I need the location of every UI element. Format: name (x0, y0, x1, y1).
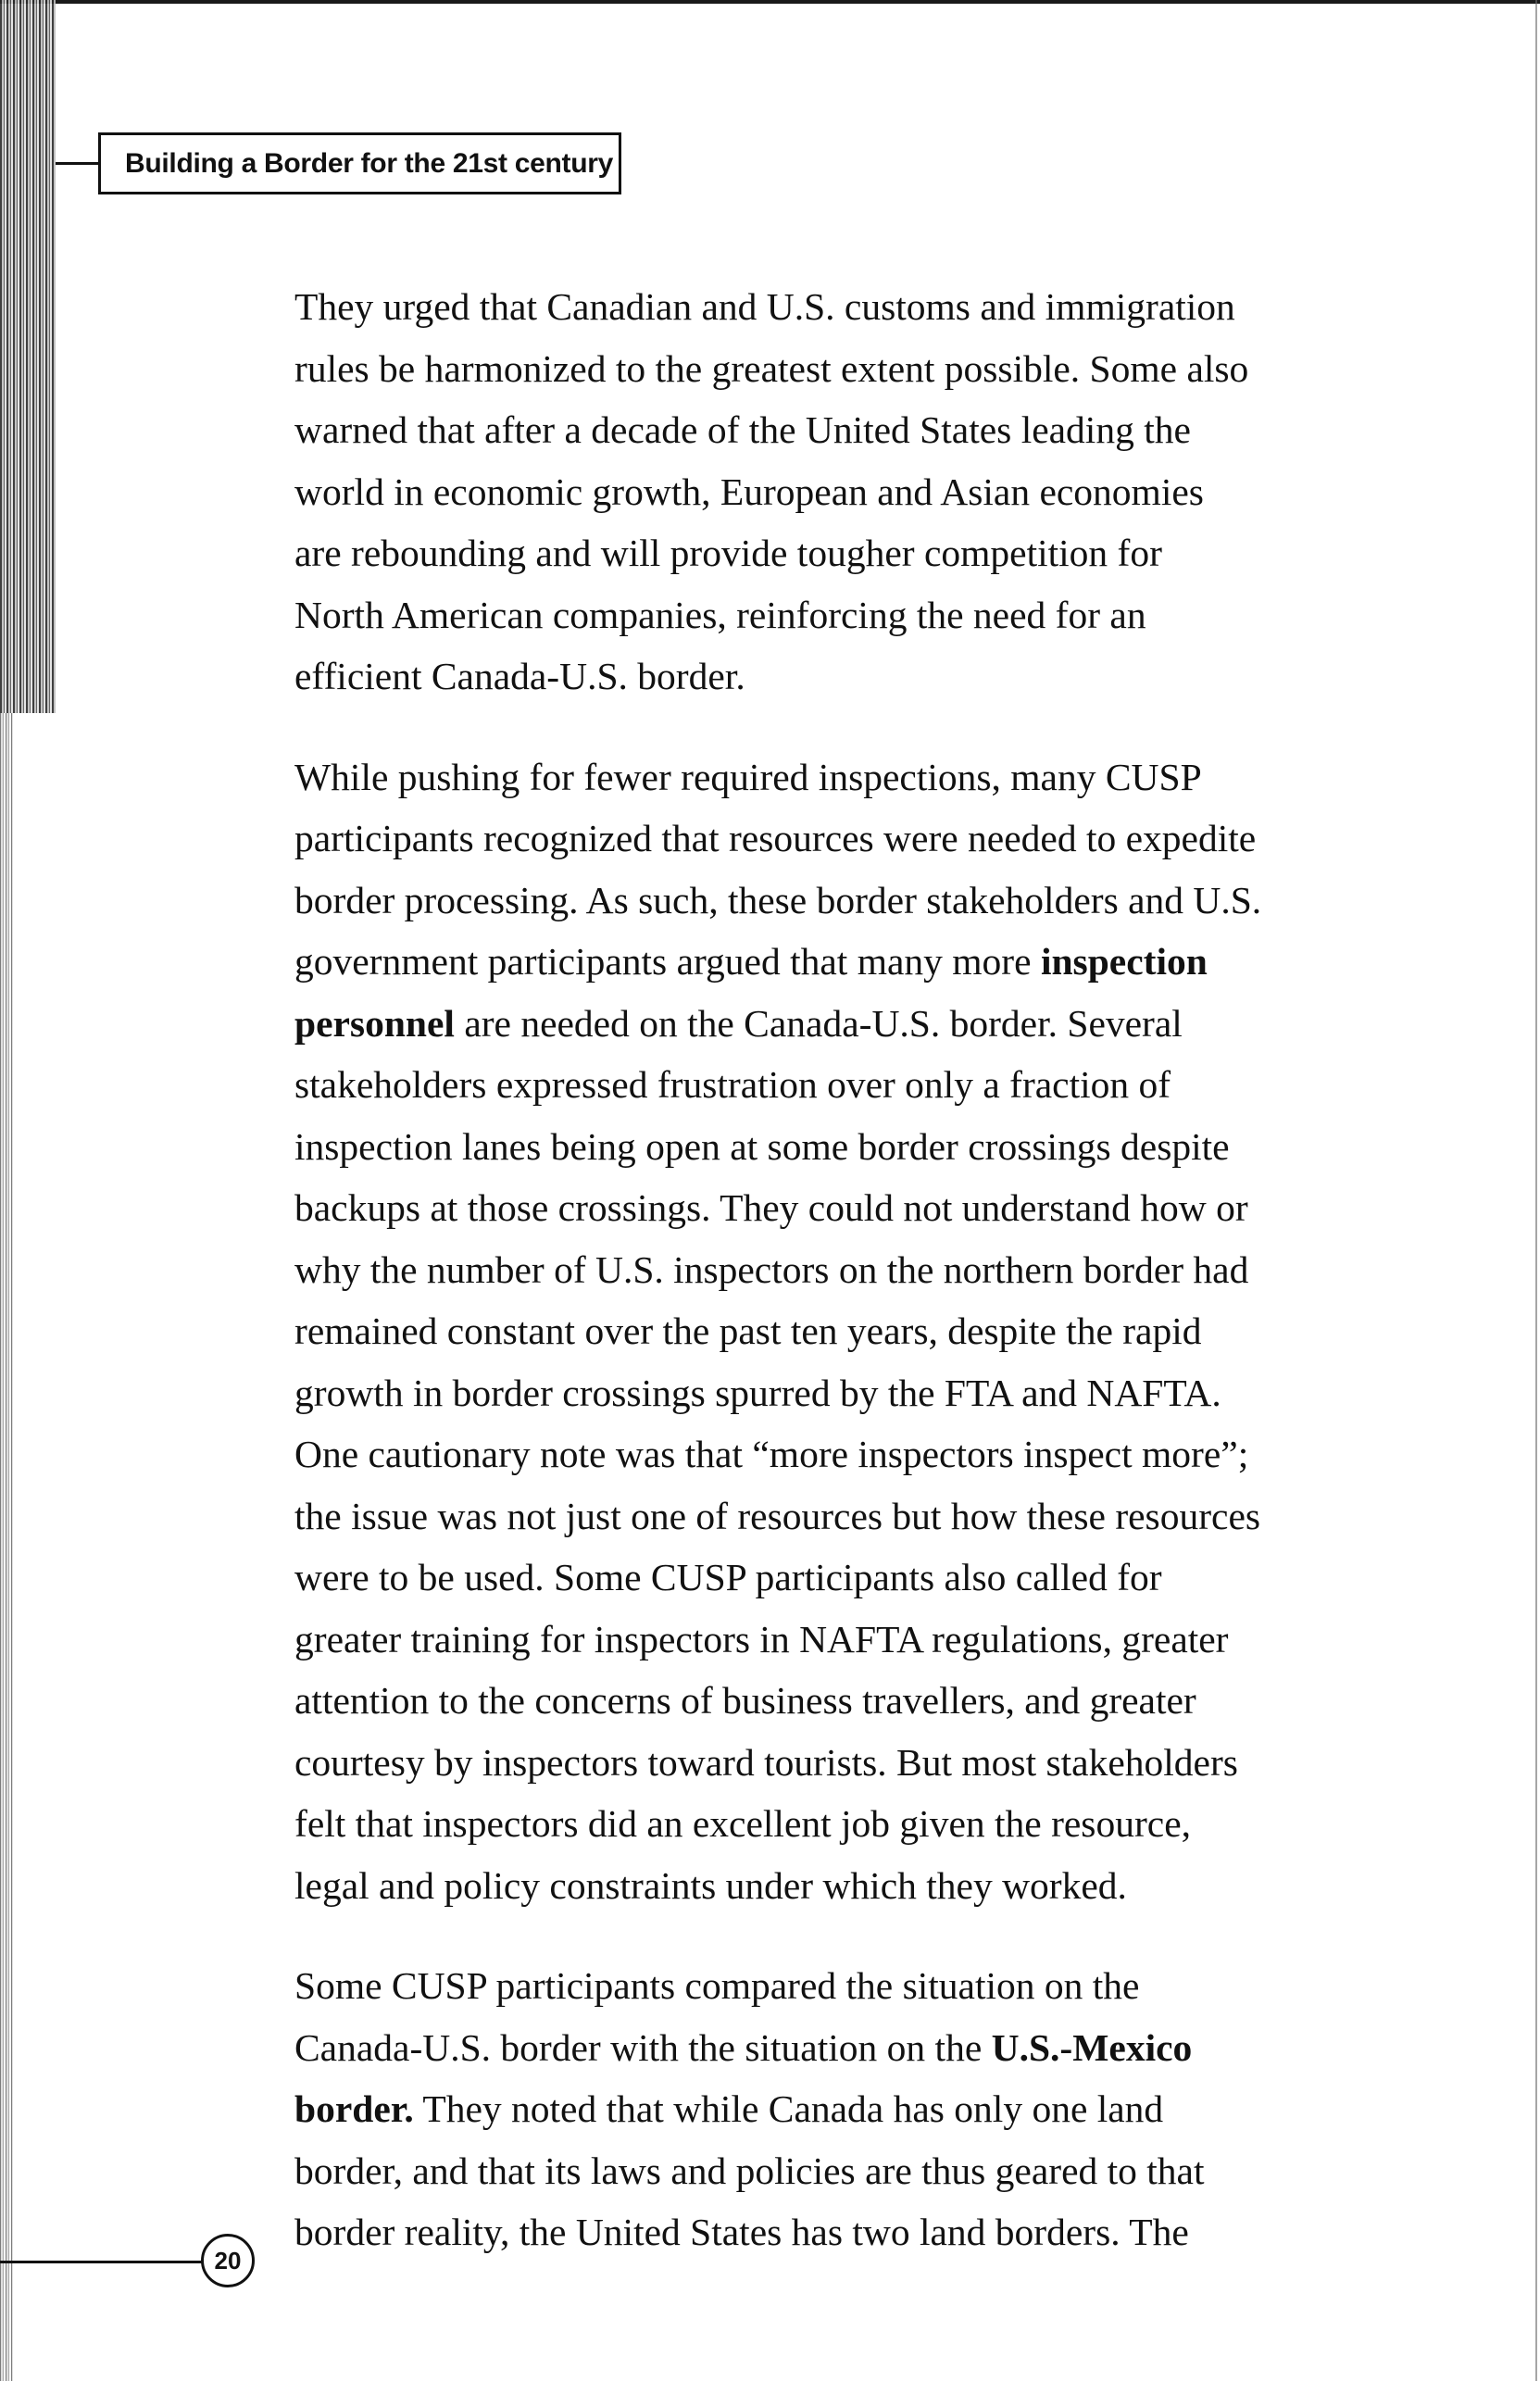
scan-binding-strip (0, 0, 56, 713)
text-run: legal and policy constraints under which they worked. (294, 1863, 1127, 1907)
scan-right-edge (1535, 0, 1537, 2381)
running-header (98, 132, 621, 194)
text-run: attention to the concerns of business travellers, and greater (294, 1679, 1196, 1722)
text-line (294, 1485, 1359, 1548)
text-run: felt that inspectors did an excellent job given the resource, (294, 1802, 1191, 1845)
text-run: were to be used. Some CUSP participants also called for (294, 1556, 1162, 1598)
text-line (294, 522, 1359, 584)
text-run: courtesy by inspectors toward tourists. But most stakeholders (294, 1740, 1238, 1784)
text-line (294, 1423, 1359, 1485)
top-scan-edge (0, 0, 1540, 4)
paragraph (294, 1955, 1359, 2263)
text-line (294, 1300, 1359, 1362)
text-run: backups at those crossings. They could not understand how or (294, 1186, 1248, 1229)
text-line (294, 2140, 1359, 2202)
text-line (294, 808, 1359, 870)
text-run: border, and that its laws and policies are thus geared to that (294, 2149, 1205, 2192)
text-run: warned that after a decade of the United States leading the (294, 408, 1191, 451)
text-line (294, 870, 1359, 932)
text-run: efficient Canada-U.S. border. (294, 655, 745, 697)
text-run: are needed on the Canada-U.S. border. Several (454, 1001, 1183, 1045)
header-rule (56, 162, 98, 165)
text-run: growth in border crossings spurred by the FTA and NAFTA. (294, 1371, 1221, 1414)
text-line (294, 1609, 1359, 1671)
text-line (294, 1547, 1359, 1609)
scan-left-edge (0, 713, 13, 2381)
page-number: 20 (214, 2246, 242, 2274)
text-line (294, 1054, 1359, 1116)
page-number-circle (201, 2234, 255, 2287)
text-line (294, 1955, 1359, 2017)
text-run: remained constant over the past ten years, despite the rapid (294, 1310, 1202, 1352)
text-run: government participants argued that many more (294, 940, 1041, 983)
paragraph (294, 276, 1359, 708)
text-line (294, 2201, 1359, 2263)
text-line (294, 338, 1359, 400)
paragraph (294, 746, 1359, 1917)
text-run: They urged that Canadian and U.S. customs and immigration (294, 285, 1235, 328)
text-run: are rebounding and will provide tougher competition for (294, 532, 1162, 574)
text-run: why the number of U.S. inspectors on the northern border had (294, 1247, 1249, 1291)
text-line (294, 1362, 1359, 1424)
bold-term: U.S.-Mexico (991, 2025, 1193, 2069)
text-line (294, 399, 1359, 461)
text-run: stakeholders expressed frustration over only a fraction of (294, 1063, 1171, 1106)
text-run: border processing. As such, these border stakeholders and U.S. (294, 878, 1262, 921)
text-line (294, 2078, 1359, 2140)
text-line (294, 1670, 1359, 1732)
text-line (294, 1177, 1359, 1239)
text-run: world in economic growth, European and Asian economies (294, 470, 1204, 513)
bold-term: personnel (294, 1001, 455, 1045)
footer-rule (0, 2261, 202, 2263)
text-line (294, 931, 1359, 993)
text-run: North American companies, reinforcing the need for an (294, 593, 1146, 636)
text-run: Canada-U.S. border with the situation on the (294, 2025, 992, 2069)
text-run: Some CUSP participants compared the situation on the (294, 1964, 1140, 2007)
text-run: rules be harmonized to the greatest extent possible. Some also (294, 346, 1249, 390)
text-line (294, 993, 1359, 1055)
bold-term: inspection (1040, 940, 1208, 983)
text-line (294, 1116, 1359, 1178)
text-line (294, 645, 1359, 708)
text-line (294, 746, 1359, 808)
text-line (294, 276, 1359, 338)
text-line (294, 461, 1359, 523)
text-run: participants recognized that resources were needed to expedite (294, 817, 1257, 859)
bold-term: border. (294, 2087, 414, 2130)
text-line (294, 2017, 1359, 2079)
text-run: While pushing for fewer required inspections, many CUSP (294, 755, 1202, 798)
text-run: inspection lanes being open at some border crossings despite (294, 1124, 1230, 1168)
text-line (294, 1793, 1359, 1855)
running-header-title: Building a Border for the 21st century (125, 147, 614, 179)
text-line (294, 584, 1359, 646)
text-run: the issue was not just one of resources but how these resources (294, 1494, 1261, 1537)
text-run: greater training for inspectors in NAFTA regulations, greater (294, 1617, 1229, 1660)
text-run: One cautionary note was that “more inspectors inspect more”; (294, 1433, 1249, 1475)
text-run: They noted that while Canada has only one land (413, 2087, 1164, 2130)
text-line (294, 1855, 1359, 1917)
text-run: border reality, the United States has two land borders. The (294, 2211, 1189, 2253)
text-line (294, 1239, 1359, 1301)
body-text (294, 276, 1359, 2302)
text-line (294, 1732, 1359, 1794)
